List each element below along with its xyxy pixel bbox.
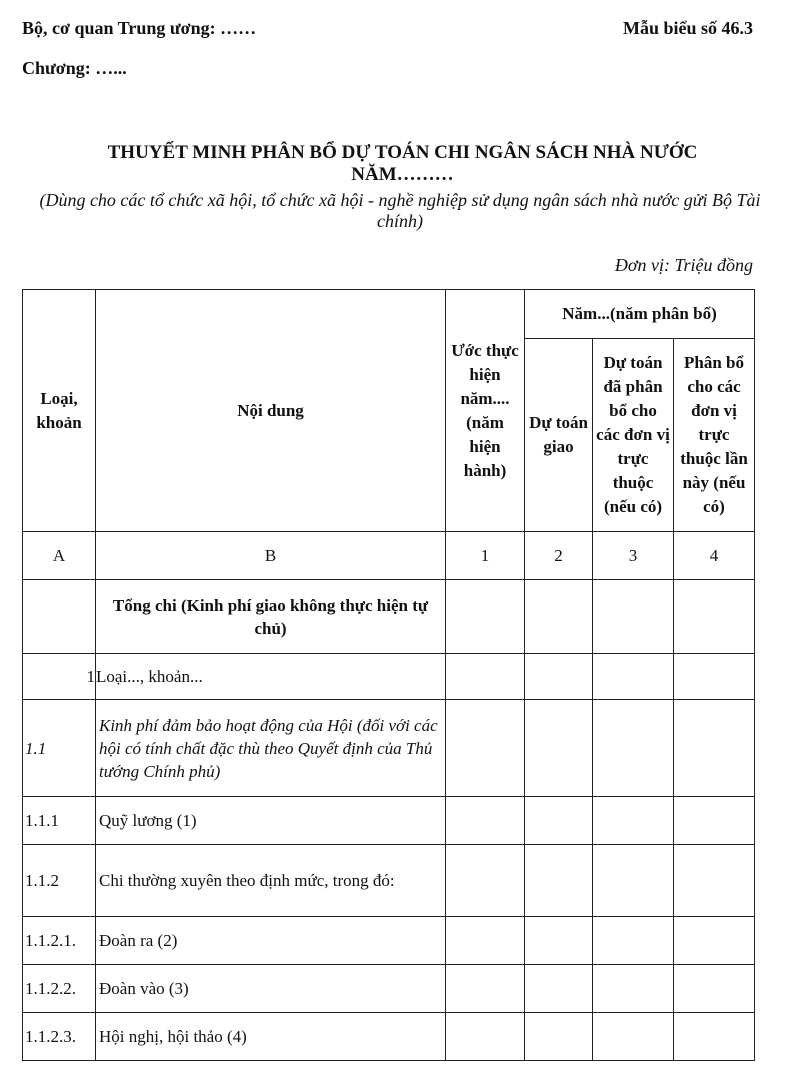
row-content: Tổng chi (Kinh phí giao không thực hiện tự chủ) [96, 580, 446, 654]
code-cell: 4 [674, 532, 755, 580]
title-line-2: NĂM……… [351, 164, 454, 185]
table-row [23, 700, 755, 797]
document-subtitle: (Dùng cho các tổ chức xã hội, tổ chức xã hội - nghề nghiệp sử dụng ngân sách nhà nước gửi Bộ Tài chính) [39, 190, 761, 231]
row-content: Đoàn ra (2) [96, 917, 446, 965]
row-content: Loại..., khoản... [96, 654, 446, 700]
row-code: 1.1.1 [23, 797, 96, 845]
ministry-label: Bộ, cơ quan Trung ương: …… [22, 18, 257, 38]
header-type: Loại, khoản [23, 290, 96, 532]
document-title [0, 142, 805, 186]
row-content: Kinh phí đảm bảo hoạt động của Hội (đối với các hội có tính chất đặc thù theo Quyết định của Thủ tướng Chính phủ) [96, 700, 446, 797]
row-code [23, 580, 96, 654]
table-row [23, 580, 755, 654]
row-code: 1.1 [23, 700, 96, 797]
row-code: 1 [23, 654, 96, 700]
row-content: Chi thường xuyên theo định mức, trong đó: [96, 845, 446, 917]
allocation-table [22, 289, 755, 1061]
row-code: 1.1.2.2. [23, 965, 96, 1013]
table-row [23, 1013, 755, 1061]
header-row-1 [23, 290, 755, 339]
table-row [23, 917, 755, 965]
row-code: 1.1.2 [23, 845, 96, 917]
column-code-row [23, 532, 755, 580]
table-row [23, 845, 755, 917]
code-cell: 2 [525, 532, 593, 580]
header-content: Nội dung [96, 290, 446, 532]
header-this-time: Phân bổ cho các đơn vị trực thuộc lần này (nếu có) [674, 339, 755, 532]
code-cell: B [96, 532, 446, 580]
title-line-1: THUYẾT MINH PHÂN BỔ DỰ TOÁN CHI NGÂN SÁCH NHÀ NƯỚC [107, 142, 698, 163]
chapter-label: Chương: …... [22, 58, 127, 78]
row-content: Hội nghị, hội thảo (4) [96, 1013, 446, 1061]
unit-label: Đơn vị: Triệu đồng [614, 255, 753, 275]
table-row [23, 797, 755, 845]
row-content: Đoàn vào (3) [96, 965, 446, 1013]
header-allocated: Dự toán đã phân bổ cho các đơn vị trực thuộc (nếu có) [593, 339, 674, 532]
row-code: 1.1.2.1. [23, 917, 96, 965]
code-cell: A [23, 532, 96, 580]
header-year-group: Năm...(năm phân bổ) [525, 290, 755, 339]
code-cell: 3 [593, 532, 674, 580]
form-number: Mẫu biểu số 46.3 [622, 18, 753, 38]
header-assigned: Dự toán giao [525, 339, 593, 532]
row-code: 1.1.2.3. [23, 1013, 96, 1061]
table-row [23, 654, 755, 700]
header-estimate: Ước thực hiện năm.... (năm hiện hành) [446, 290, 525, 532]
code-cell: 1 [446, 532, 525, 580]
table-row [23, 965, 755, 1013]
row-content: Quỹ lương (1) [96, 797, 446, 845]
